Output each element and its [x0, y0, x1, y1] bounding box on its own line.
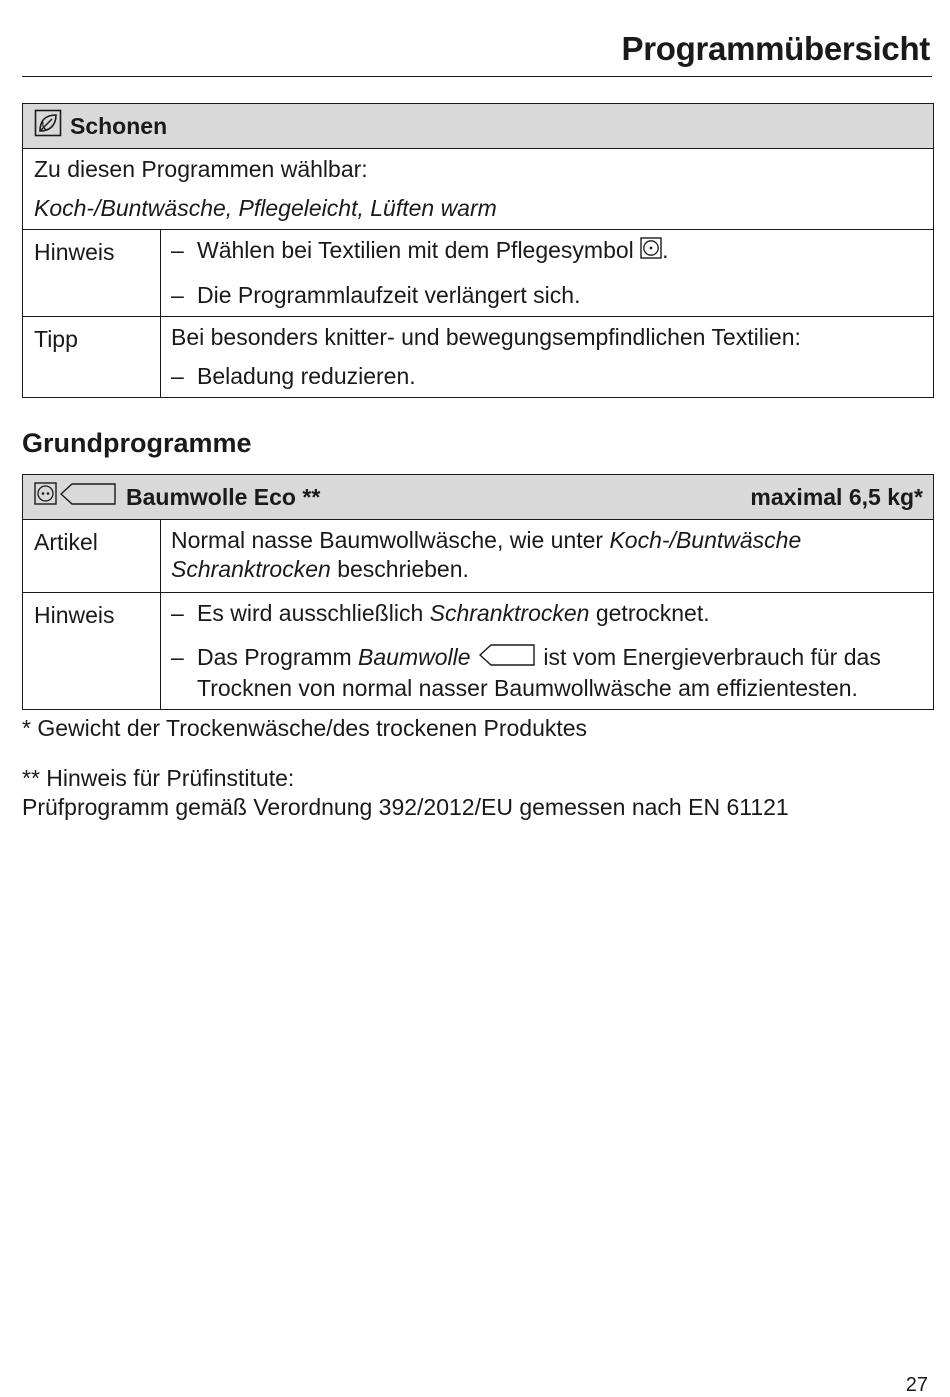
list-item: – Es wird ausschließlich Schranktrocken getrocknet. [171, 600, 710, 626]
care-symbol-one-dot-icon [640, 237, 662, 266]
baumwolle-header [23, 475, 934, 520]
hinweis-1-a: Es wird ausschließlich [197, 600, 430, 626]
artikel-text-italic: Koch-/Buntwäsche Schranktrocken [171, 527, 802, 582]
artikel-label: Artikel [23, 520, 161, 593]
page-header [22, 28, 932, 77]
footnote-institutes-title: ** Hinweis für Prüfinstitute: [22, 765, 295, 791]
hinweis-1-italic: Schranktrocken [429, 600, 590, 626]
schonen-header [23, 104, 934, 149]
baumwolle-table [22, 474, 934, 710]
baumwolle-hinweis-content [161, 593, 934, 710]
max-load: maximal 6,5 kg* [750, 483, 923, 510]
selectable-programs: Koch-/Buntwäsche, Pflegeleicht, Lüften warm [34, 195, 497, 221]
hinweis-2-italic: Baumwolle [358, 644, 471, 670]
selectable-label: Zu diesen Programmen wählbar: [34, 156, 368, 182]
hinweis-1-b: getrocknet. [589, 600, 710, 626]
page-title: Programmübersicht [621, 30, 930, 67]
list-item: – Die Programmlaufzeit verlängert sich. [171, 281, 923, 310]
schonen-table [22, 103, 934, 398]
schonen-hinweis-content [161, 230, 934, 317]
cupboard-dry-arrow-icon [479, 643, 535, 674]
list-item: – Das Programm Baumwolle ist vom Energieverbrauch für das Trocknen von normal nasser Baumwollwäsche am effizientesten. [171, 644, 881, 702]
hinweis-label: Hinweis [23, 593, 161, 710]
cupboard-dry-arrow-icon [60, 482, 116, 513]
tipp-label: Tipp [23, 317, 161, 398]
hinweis-2-a: Das Programm [197, 644, 359, 670]
list-item: – Beladung reduzieren. [171, 362, 923, 391]
schonen-selectable-row [23, 149, 934, 230]
footnote-weight: * Gewicht der Trockenwäsche/des trockenen Produktes [22, 715, 588, 741]
hinweis-item-text: Wählen bei Textilien mit dem Pflegesymbol [197, 237, 634, 263]
schonen-title: Schonen [70, 112, 168, 139]
artikel-content [161, 520, 934, 593]
hinweis-label: Hinweis [23, 230, 161, 317]
artikel-text-1: Normal nasse Baumwollwäsche, wie unter [171, 527, 610, 553]
tipp-intro: Bei besonders knitter- und bewegungsempfindlichen Textilien: [171, 324, 801, 351]
hinweis-item-text: Die Programmlaufzeit verlängert sich. [197, 282, 581, 309]
care-symbol-tumble-dry-icon [34, 482, 58, 513]
list-item: – Wählen bei Textilien mit dem Pflegesymbol . [171, 236, 923, 266]
hinweis-2-b: ist vom Energieverbrauch für das Trocknen von normal nasser Baumwollwäsche am effizientesten. [197, 644, 881, 702]
artikel-text-2: beschrieben. [330, 556, 469, 582]
baumwolle-title: Baumwolle Eco ** [126, 483, 321, 510]
section-heading: Grundprogramme [22, 428, 252, 458]
schonen-tipp-content [161, 317, 934, 398]
schonen-leaf-icon [34, 109, 62, 144]
tipp-item-text: Beladung reduzieren. [197, 363, 416, 390]
footnote-institutes-text: Prüfprogramm gemäß Verordnung 392/2012/EU gemessen nach EN 61121 [22, 794, 789, 820]
page-number: 27 [905, 1374, 928, 1396]
